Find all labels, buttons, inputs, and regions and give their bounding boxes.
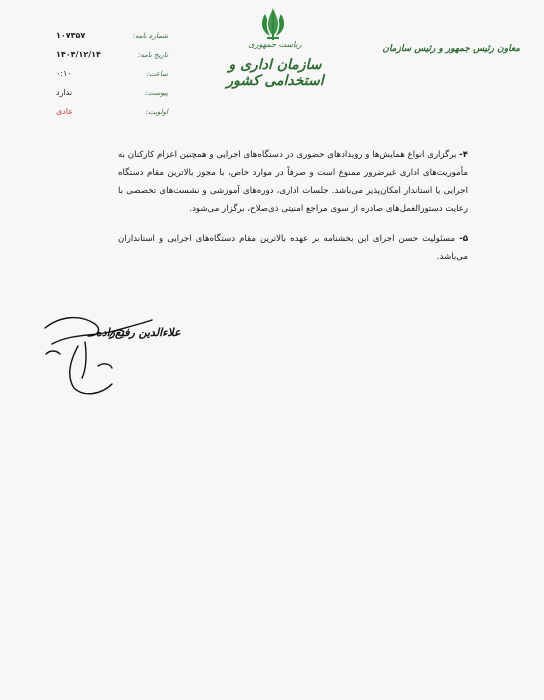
meta-attach-value: ندارد: [56, 88, 73, 97]
meta-number-row: [56, 26, 168, 45]
meta-number-value: ۱۰۷۳۵۷: [56, 31, 86, 40]
org-small-title: ریاست جمهوری: [248, 40, 302, 49]
signature-icon: [40, 306, 200, 416]
meta-priority-label: اولویت:: [145, 107, 168, 116]
letter-header: [0, 0, 544, 120]
org-name: سازمان اداری و استخدامی کشور: [226, 57, 324, 89]
paragraph-5: [118, 230, 468, 266]
meta-number-label: شماره نامه:: [132, 31, 168, 40]
meta-time-label: ساعت:: [146, 69, 168, 78]
signature-name: علاءالدین رفیع‌زاده: [96, 326, 181, 339]
letter-meta: [56, 26, 168, 121]
meta-attach-label: پیوست:: [145, 88, 168, 97]
meta-priority-row: [56, 102, 168, 121]
signatory-title: معاون رئیس جمهور و رئیس سازمان: [382, 44, 520, 54]
meta-priority-value: عادی: [56, 107, 74, 116]
paragraph-4: [118, 146, 468, 218]
meta-attach-row: [56, 83, 168, 102]
paragraph-4-text: برگزاری انواع همایش‌ها و رویدادهای حضوری در دستگاه‌های اجرایی و همچنین اعزام کارکنان به مأموریت‌های اداری غیرضرور ممنوع است و صرفاً در موارد خاص، با مجوز بالاترین مقام دستگاه اجرایی یا استاندار امکان‌پذیر می‌باشد. جلسات اداری، دوره‌های آموزشی و نشست‌های تخصصی با رعایت دستورالعمل‌های صادره از سوی مراجع امنیتی ذی‌صلاح، برگزار می‌شود.: [118, 150, 468, 214]
paragraph-4-number: ۴-: [459, 150, 468, 160]
meta-time-row: [56, 64, 168, 83]
meta-date-label: تاریخ نامه:: [137, 50, 168, 59]
paragraph-5-number: ۵-: [459, 234, 469, 244]
meta-date-value: ۱۴۰۴/۱۲/۱۴: [56, 50, 101, 59]
paragraph-5-text: مسئولیت حسن اجرای این بخشنامه بر عهده بالاترین مقام دستگاه‌های اجرایی و استانداران می‌باشد.: [118, 234, 468, 262]
emblem-icon: [256, 6, 290, 42]
organization-title: [200, 40, 350, 89]
letter-body: [118, 146, 468, 278]
meta-time-value: ۰:۱۰: [56, 69, 72, 78]
meta-date-row: [56, 45, 168, 64]
